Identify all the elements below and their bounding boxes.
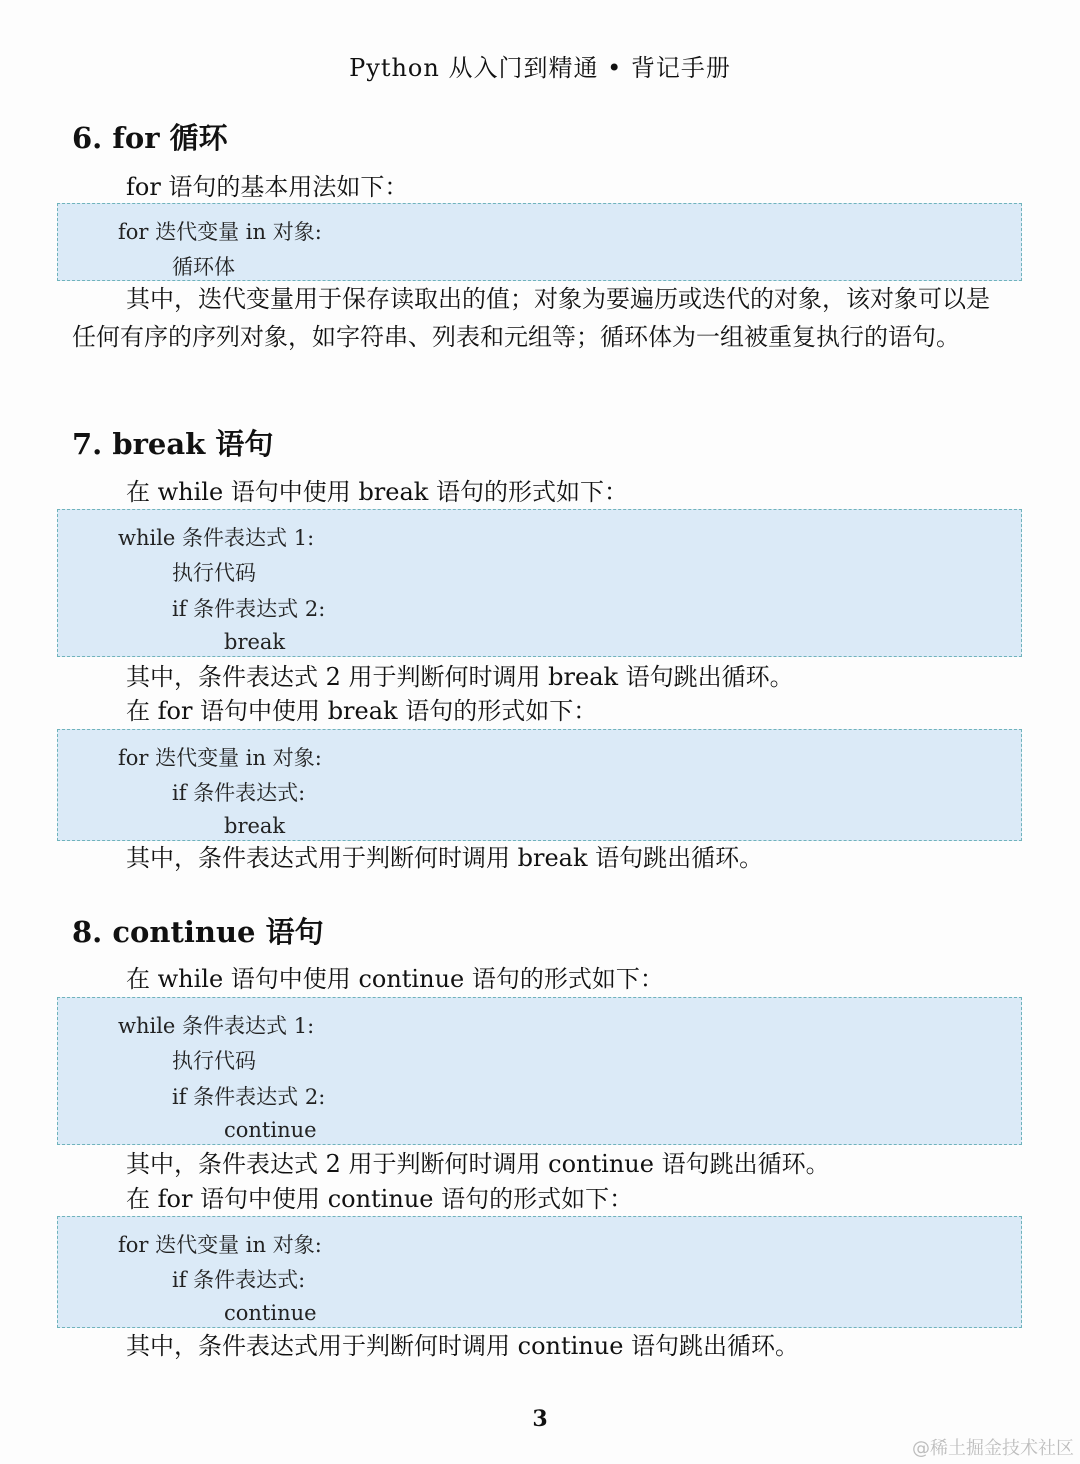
code-line: 循环体 <box>172 255 235 279</box>
code-block-for <box>57 203 1022 281</box>
code-line: while 条件表达式 1: <box>118 526 315 550</box>
code-line: if 条件表达式: <box>172 1268 306 1292</box>
page-header: Python 从入门到精通 • 背记手册 <box>349 54 731 82</box>
section-7-note-while: 其中，条件表达式 2 用于判断何时调用 break 语句跳出循环。 <box>126 663 794 691</box>
code-line: if 条件表达式 2: <box>172 1085 326 1109</box>
section-8-note-while: 其中，条件表达式 2 用于判断何时调用 continue 语句跳出循环。 <box>126 1150 830 1178</box>
code-block-for-break <box>57 729 1022 841</box>
code-line: 执行代码 <box>172 1049 256 1073</box>
section-8-intro-while: 在 while 语句中使用 continue 语句的形式如下： <box>126 965 664 993</box>
section-7-intro-for: 在 for 语句中使用 break 语句的形式如下： <box>126 697 598 725</box>
page-number: 3 <box>532 1406 548 1432</box>
code-line: break <box>224 630 286 654</box>
code-line: while 条件表达式 1: <box>118 1014 315 1038</box>
section-7-heading: 7. break 语句 <box>72 427 274 461</box>
section-8-note-for: 其中，条件表达式用于判断何时调用 continue 语句跳出循环。 <box>126 1332 800 1360</box>
section-7-note-for: 其中，条件表达式用于判断何时调用 break 语句跳出循环。 <box>126 844 764 872</box>
code-block-for-continue <box>57 1216 1022 1328</box>
code-line: 执行代码 <box>172 561 256 585</box>
code-line: for 迭代变量 in 对象: <box>118 746 322 770</box>
code-line: continue <box>224 1118 317 1142</box>
section-6-intro: for 语句的基本用法如下： <box>126 173 409 201</box>
code-line: if 条件表达式 2: <box>172 597 326 621</box>
code-line: break <box>224 814 286 838</box>
section-8-heading: 8. continue 语句 <box>72 915 324 949</box>
code-line: continue <box>224 1301 317 1325</box>
code-line: if 条件表达式: <box>172 781 306 805</box>
section-7-intro-while: 在 while 语句中使用 break 语句的形式如下： <box>126 478 628 506</box>
section-6-heading: 6. for 循环 <box>72 121 228 155</box>
section-8-intro-for: 在 for 语句中使用 continue 语句的形式如下： <box>126 1185 634 1213</box>
watermark: @稀土掘金技术社区 <box>912 1438 1074 1459</box>
section-6-paragraph: 其中，迭代变量用于保存读取出的值；对象为要遍历或迭代的对象，该对象可以是任何有序的序列对象，如字符串、列表和元组等；循环体为一组被重复执行的语句。 <box>72 285 990 351</box>
code-block-while-break <box>57 509 1022 657</box>
code-line: for 迭代变量 in 对象: <box>118 1233 322 1257</box>
code-line: for 迭代变量 in 对象: <box>118 220 322 244</box>
code-block-while-continue <box>57 997 1022 1145</box>
